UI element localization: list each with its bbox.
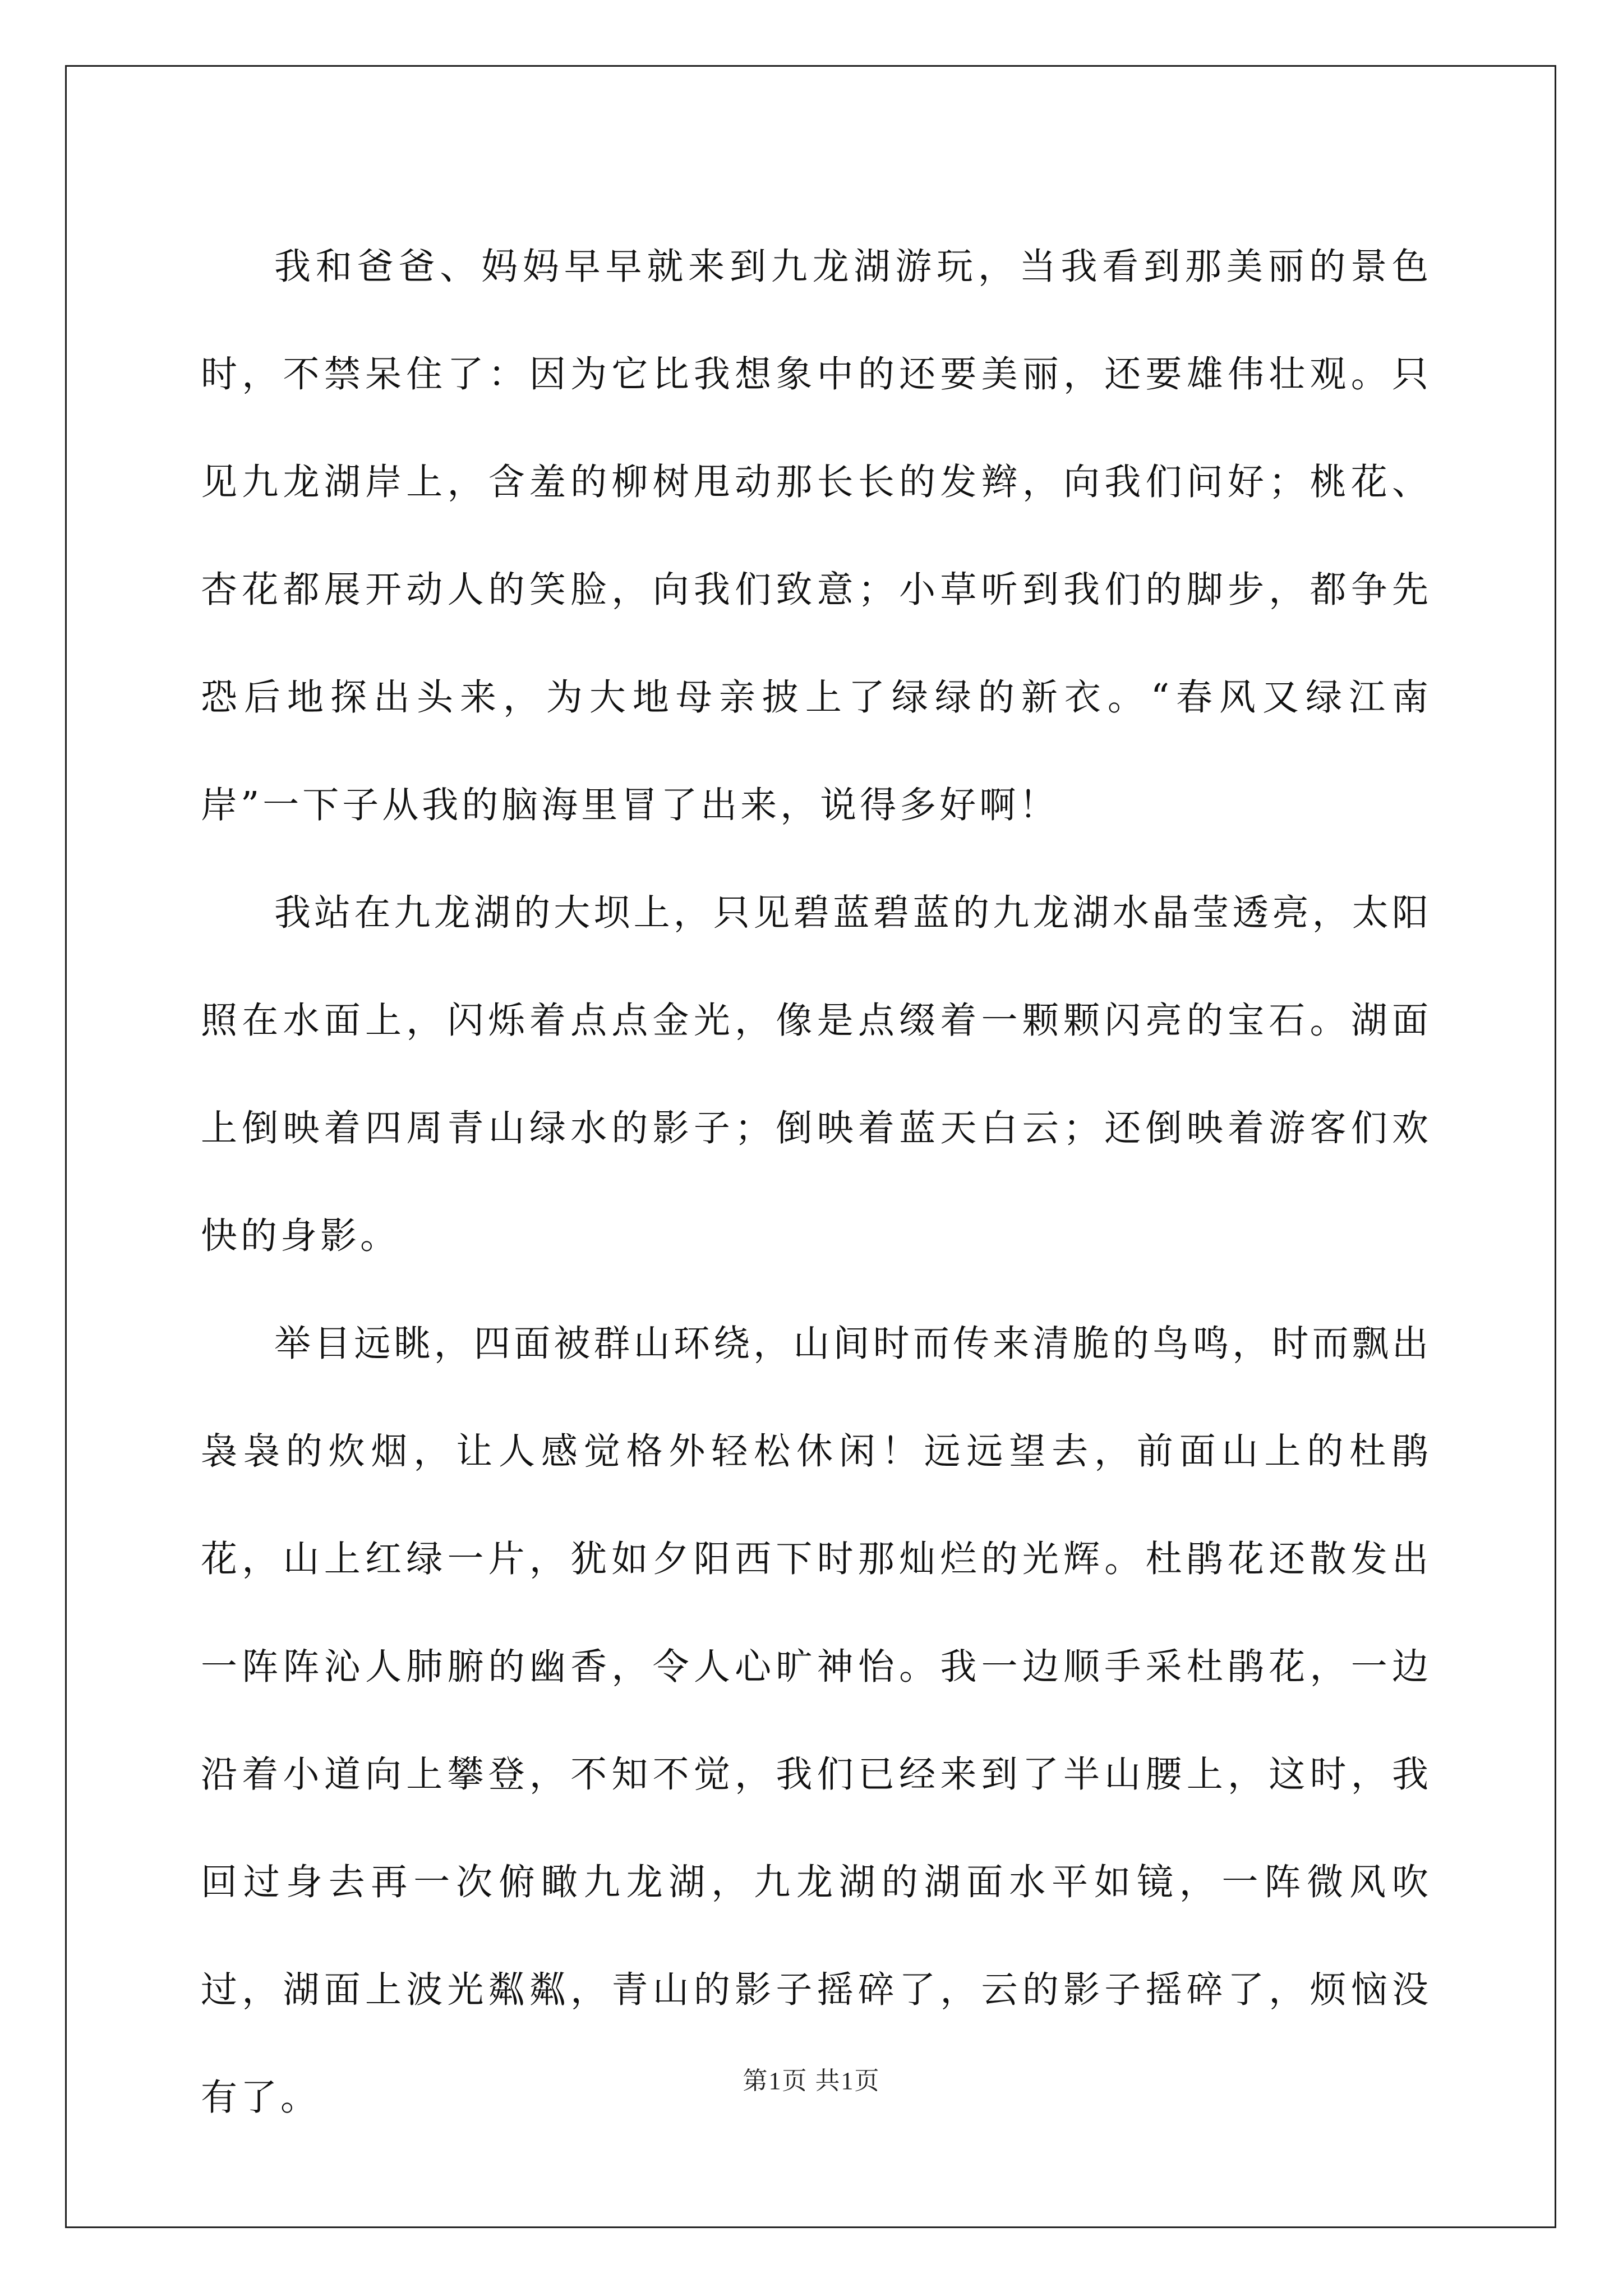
page-number-footer: 第1页 共1页 [743, 2067, 880, 2095]
paragraph-1: 我和爸爸、妈妈早早就来到九龙湖游玩，当我看到那美丽的景色时，不禁呆住了：因为它比我想象中的还要美丽，还要雄伟壮观。只见九龙湖岸上，含羞的柳树甩动那长长的发辫，向我们问好；桃花、杏花都展开动人的笑脸，向我们致意；小草听到我们的脚步，都争先恐后地探出头来，为大地母亲披上了绿绿的新衣。“春风又绿江南岸”一下子从我的脑海里冒了出来，说得多好啊！ [201, 246, 1432, 826]
paragraph-2: 我站在九龙湖的大坝上，只见碧蓝碧蓝的九龙湖水晶莹透亮，太阳照在水面上，闪烁着点点金光，像是点缀着一颗颗闪亮的宝石。湖面上倒映着四周青山绿水的影子；倒映着蓝天白云；还倒映着游客们欢快的身影。 [201, 892, 1432, 1257]
document-body [201, 213, 1432, 2152]
paragraph-3: 举目远眺，四面被群山环绕，山间时而传来清脆的鸟鸣，时而飘出袅袅的炊烟，让人感觉格外轻松休闲！远远望去，前面山上的杜鹃花，山上红绿一片，犹如夕阳西下时那灿烂的光辉。杜鹃花还散发出一阵阵沁人肺腑的幽香，令人心旷神怡。我一边顺手采杜鹃花，一边沿着小道向上攀登，不知不觉，我们已经来到了半山腰上，这时，我回过身去再一次俯瞰九龙湖，九龙湖的湖面水平如镜，一阵微风吹过，湖面上波光粼粼，青山的影子摇碎了，云的影子摇碎了，烦恼没有了。 [201, 1323, 1432, 2119]
